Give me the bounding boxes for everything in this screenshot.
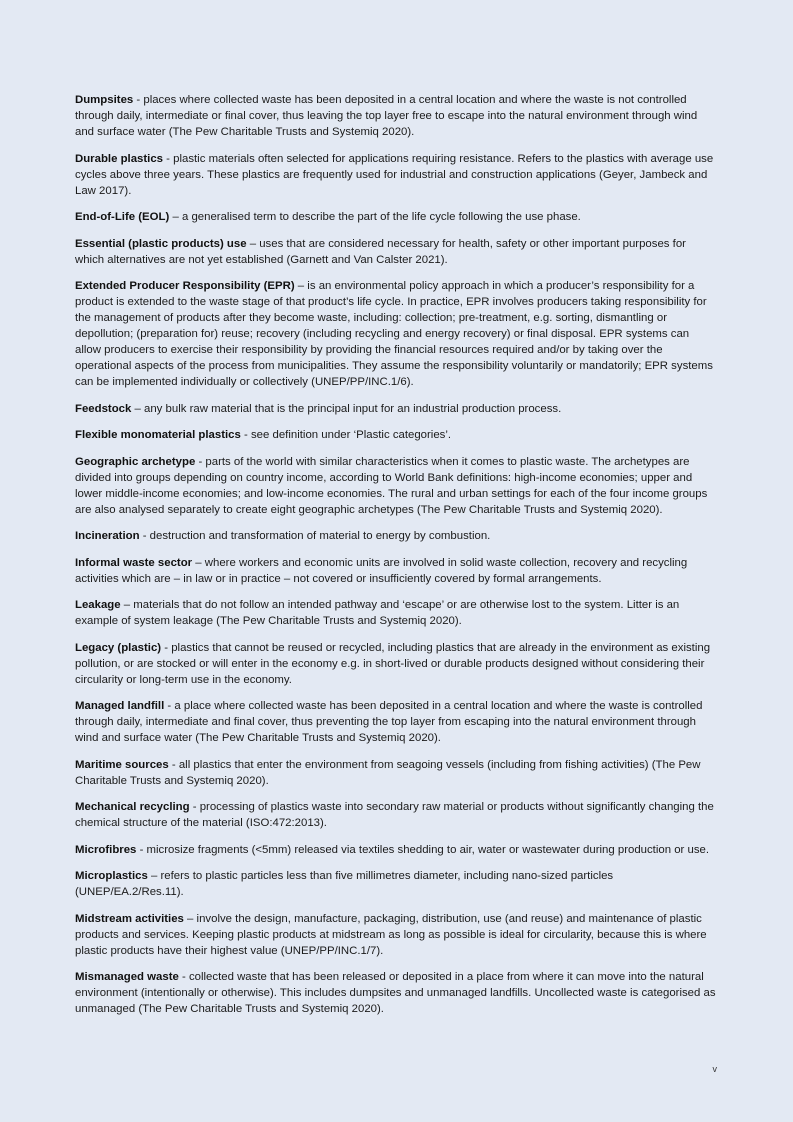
entry-definition: - places where collected waste has been deposited in a central location and where the waste is not controlled through daily, intermediate or final cover, thus leaving the top layer free to escape into the natural environment through wind and surface water (The Pew Charitable Trusts and Systemiq 2020). bbox=[75, 94, 698, 138]
entry-term: Mismanaged waste bbox=[75, 971, 179, 983]
glossary-entry-mechanical-recycling bbox=[75, 799, 717, 831]
entry-term: Microfibres bbox=[75, 843, 137, 856]
glossary-entry-microplastics bbox=[75, 868, 717, 900]
glossary-entry-legacy-plastic bbox=[75, 640, 717, 688]
glossary-entry-epr bbox=[75, 278, 717, 390]
entry-term: Durable plastics bbox=[75, 152, 163, 165]
glossary-entry-feedstock bbox=[75, 401, 717, 417]
entry-definition: - destruction and transformation of material to energy by combustion. bbox=[139, 530, 491, 542]
entry-term: Managed landfill bbox=[75, 700, 165, 712]
glossary-entry-flexible-monomaterial bbox=[75, 427, 717, 443]
glossary-entry-mismanaged-waste bbox=[75, 969, 717, 1017]
entry-definition: – any bulk raw material that is the principal input for an industrial production process. bbox=[131, 402, 562, 415]
glossary-entry-leakage bbox=[75, 597, 717, 629]
entry-term: Microplastics bbox=[75, 870, 148, 882]
entry-definition: - see definition under ‘Plastic categories’. bbox=[240, 429, 452, 441]
entry-term: Leakage bbox=[75, 599, 121, 611]
entry-definition: – refers to plastic particles less than five millimetres diameter, including nano-sized particles (UNEP/EA.2/Res.11). bbox=[75, 870, 614, 898]
page-number: v bbox=[712, 1064, 717, 1074]
entry-definition: - plastics that cannot be reused or recycled, including plastics that are already in the environment as existing pollution, or are stocked or will enter in the economy e.g. in short-lived or durable products designed without considering their circularity or long-term use in the economy. bbox=[75, 641, 711, 686]
glossary-list bbox=[75, 92, 717, 1028]
entry-term: Legacy (plastic) bbox=[75, 641, 162, 654]
glossary-entry-essential-use bbox=[75, 236, 717, 268]
glossary-entry-maritime-sources bbox=[75, 757, 717, 789]
glossary-entry-end-of-life bbox=[75, 209, 717, 225]
entry-term: Extended Producer Responsibility (EPR) bbox=[75, 280, 295, 292]
entry-definition: - microsize fragments (<5mm) released via textiles shedding to air, water or wastewater during production or use. bbox=[136, 843, 710, 856]
entry-definition: - processing of plastics waste into secondary raw material or products without significantly changing the chemical structure of the material (ISO:472:2013). bbox=[75, 801, 714, 829]
entry-definition: - a place where collected waste has been deposited in a central location and where the waste is controlled through daily, intermediate and final cover, thus preventing the top layer from escaping into the natural environment through wind and surface water (The Pew Charitable Trusts and Systemiq 2020). bbox=[75, 700, 703, 744]
entry-term: Incineration bbox=[75, 530, 140, 542]
glossary-entry-managed-landfill bbox=[75, 698, 717, 746]
entry-definition: – where workers and economic units are involved in solid waste collection, recovery and recycling activities which are – in law or in practice – not covered or insufficiently covered by formal arrangements. bbox=[75, 556, 688, 585]
entry-term: Dumpsites bbox=[75, 94, 134, 106]
entry-term: Informal waste sector bbox=[75, 556, 193, 569]
entry-definition: – materials that do not follow an intended pathway and ‘escape’ or are otherwise lost to the system. Litter is an example of system leakage (The Pew Charitable Trusts and Systemiq 2020). bbox=[75, 599, 680, 627]
glossary-entry-microfibres bbox=[75, 842, 717, 858]
entry-term: Flexible monomaterial plastics bbox=[75, 429, 241, 441]
entry-term: Essential (plastic products) use bbox=[75, 237, 247, 250]
entry-definition: – involve the design, manufacture, packaging, distribution, use (and reuse) and maintenance of plastic products and services. Keeping plastic products at midstream as long as possible is ideal for circularity, because this is where plastic products have their highest value (UNEP/PP/INC.1/7). bbox=[75, 912, 707, 957]
glossary-entry-durable-plastics bbox=[75, 151, 717, 199]
entry-definition: - all plastics that enter the environment from seagoing vessels (including from fishing activities) (The Pew Charitable Trusts and Systemiq 2020). bbox=[75, 758, 701, 787]
glossary-entry-dumpsites bbox=[75, 92, 717, 140]
entry-term: Geographic archetype bbox=[75, 455, 196, 468]
glossary-entry-informal-waste-sector bbox=[75, 555, 717, 587]
entry-definition: – is an environmental policy approach in which a producer’s responsibility for a product is extended to the waste stage of that product’s life cycle. In practice, EPR involves producers taking responsibility for the management of products after they become waste, including: collection; pre-treatment, e.g. sorting, dismantling or depollution; (preparation for) reuse; recovery (including recycling and energy recovery) or final disposal. EPR systems can allow producers to exercise their responsibility by providing the financial resources required and/or by taking over the operational aspects of the process from municipalities. They assume the responsibility voluntarily or mandatorily; EPR systems can be implemented individually or collectively (UNEP/PP/INC.1/6). bbox=[75, 280, 713, 388]
glossary-entry-incineration bbox=[75, 528, 717, 544]
entry-definition: - plastic materials often selected for applications requiring resistance. Refers to the plastics with average use cycles above three years. These plastics are frequently used for industrial and construction applications (Geyer, Jambeck and Law 2017). bbox=[75, 152, 714, 197]
entry-term: Midstream activities bbox=[75, 912, 184, 925]
entry-term: End-of-Life (EOL) bbox=[75, 211, 170, 223]
entry-definition: – uses that are considered necessary for health, safety or other important purposes for which alternatives are not yet established (Garnett and Van Calster 2021). bbox=[75, 237, 686, 266]
entry-term: Feedstock bbox=[75, 402, 132, 415]
entry-definition: - collected waste that has been released or deposited in a place from where it can move into the natural environment (intentionally or otherwise). This includes dumpsites and unmanaged landfills. Uncollected waste is categorised as unmanaged (The Pew Charitable Trusts and Systemiq 2020). bbox=[75, 971, 716, 1015]
entry-term: Mechanical recycling bbox=[75, 801, 190, 813]
glossary-entry-midstream-activities bbox=[75, 911, 717, 959]
entry-term: Maritime sources bbox=[75, 758, 169, 771]
glossary-entry-geographic-archetype bbox=[75, 454, 717, 518]
entry-definition: – a generalised term to describe the part of the life cycle following the use phase. bbox=[169, 211, 581, 223]
entry-definition: - parts of the world with similar characteristics when it comes to plastic waste. The archetypes are divided into groups depending on country income, according to World Bank definitions: high-income economies; upper and lower middle-income economies; and low-income economies. The rural and urban settings for each of the four income groups are also analysed separately to create eight geographic archetypes (The Pew Charitable Trusts and Systemiq 2020). bbox=[75, 455, 708, 516]
